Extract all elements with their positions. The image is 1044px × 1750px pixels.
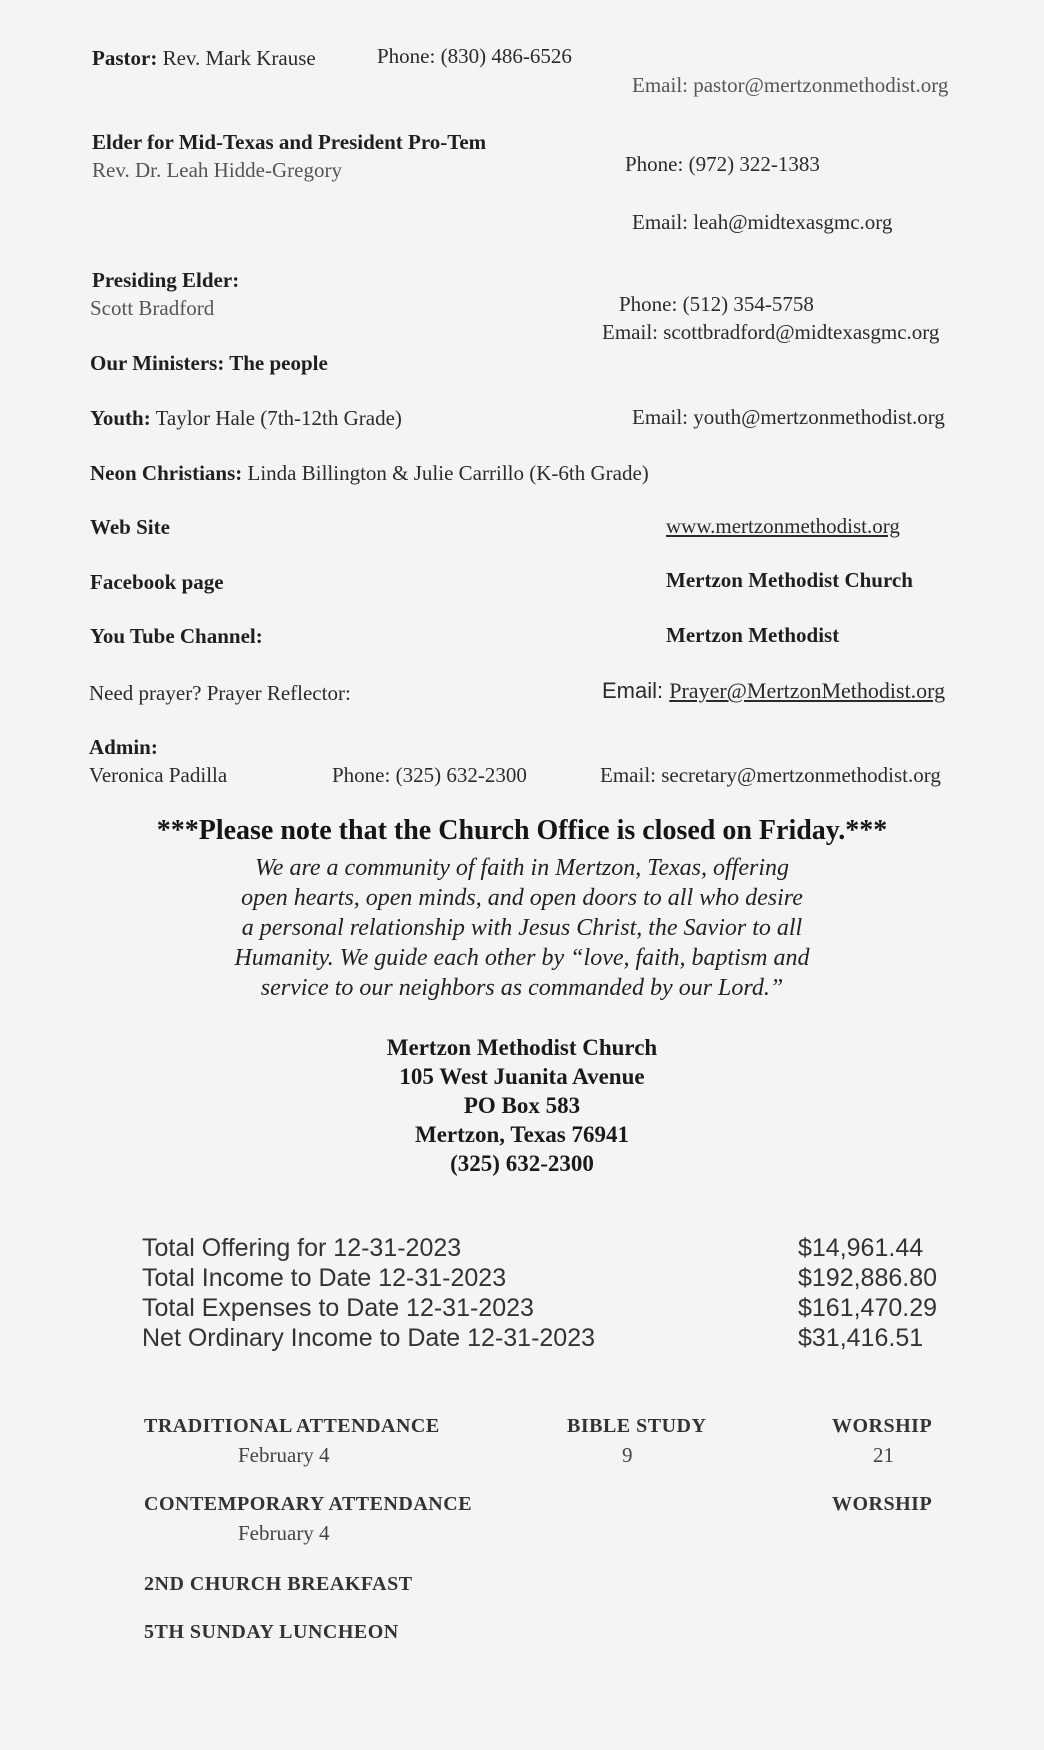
pastor-line bbox=[92, 46, 316, 71]
traditional-attendance-label: TRADITIONAL ATTENDANCE bbox=[144, 1415, 440, 1437]
mission-statement bbox=[0, 853, 1044, 1003]
bible-study-count: 9 bbox=[622, 1443, 633, 1467]
office-closed-notice: ***Please note that the Church Office is closed on Friday.*** bbox=[156, 815, 888, 846]
finance-label: Total Offering for 12-31-2023 bbox=[142, 1234, 462, 1262]
mission-line: a personal relationship with Jesus Christ, the Savior to all bbox=[241, 915, 803, 941]
traditional-date: February 4 bbox=[238, 1443, 330, 1467]
youth-email[interactable]: Email: youth@mertzonmethodist.org bbox=[632, 405, 945, 429]
sunday-luncheon-label: 5TH SUNDAY LUNCHEON bbox=[144, 1621, 399, 1643]
mission-line: open hearts, open minds, and open doors to all who desire bbox=[241, 885, 803, 911]
admin-label: Admin: bbox=[89, 735, 158, 759]
admin-name: Veronica Padilla bbox=[89, 763, 228, 787]
facebook-page-name[interactable]: Mertzon Methodist Church bbox=[666, 568, 913, 592]
elder-email[interactable]: Email: leah@midtexasgmc.org bbox=[632, 210, 893, 234]
neon-name: Linda Billington & Julie Carrillo (K-6th Grade) bbox=[247, 461, 649, 485]
admin-email[interactable]: Email: secretary@mertzonmethodist.org bbox=[600, 763, 941, 787]
bible-study-label: BIBLE STUDY bbox=[567, 1415, 707, 1437]
contemporary-date: February 4 bbox=[238, 1521, 330, 1545]
presiding-elder-name: Scott Bradford bbox=[90, 296, 215, 320]
admin-phone: Phone: (325) 632-2300 bbox=[332, 763, 527, 787]
youth-label: Youth: bbox=[90, 406, 151, 430]
pastor-name: Rev. Mark Krause bbox=[162, 46, 316, 70]
youtube-channel-name[interactable]: Mertzon Methodist bbox=[666, 623, 840, 647]
church-address bbox=[0, 1033, 1044, 1178]
address-line: (325) 632-2300 bbox=[450, 1151, 594, 1176]
contemporary-attendance-label: CONTEMPORARY ATTENDANCE bbox=[144, 1493, 473, 1515]
church-breakfast-label: 2ND CHURCH BREAKFAST bbox=[144, 1573, 413, 1595]
traditional-worship-count: 21 bbox=[873, 1443, 894, 1467]
finance-amount: $31,416.51 bbox=[798, 1324, 924, 1352]
prayer-email-link[interactable]: Prayer@MertzonMethodist.org bbox=[669, 678, 946, 703]
prayer-label: Need prayer? Prayer Reflector: bbox=[89, 681, 351, 705]
traditional-worship-label: WORSHIP bbox=[832, 1415, 933, 1437]
mission-line: Humanity. We guide each other by “love, faith, baptism and bbox=[234, 945, 810, 971]
presiding-elder-title: Presiding Elder: bbox=[92, 268, 240, 292]
youth-name: Taylor Hale (7th-12th Grade) bbox=[155, 406, 402, 430]
finance-label: Total Expenses to Date 12-31-2023 bbox=[142, 1294, 534, 1322]
pastor-label: Pastor: bbox=[92, 46, 158, 70]
presiding-elder-phone: Phone: (512) 354-5758 bbox=[619, 292, 814, 316]
finance-amount: $161,470.29 bbox=[798, 1294, 938, 1322]
prayer-email-line bbox=[602, 678, 945, 704]
prayer-email-label: Email: bbox=[602, 678, 664, 703]
address-line: Mertzon, Texas 76941 bbox=[414, 1122, 629, 1147]
elder-phone: Phone: (972) 322-1383 bbox=[625, 152, 820, 176]
website-link[interactable]: www.mertzonmethodist.org bbox=[666, 514, 900, 538]
pastor-email[interactable]: Email: pastor@mertzonmethodist.org bbox=[632, 73, 949, 97]
elder-title: Elder for Mid-Texas and President Pro-Tem bbox=[92, 130, 487, 154]
neon-line bbox=[90, 461, 649, 486]
neon-label: Neon Christians: bbox=[90, 461, 243, 485]
mission-line: service to our neighbors as commanded by our Lord.” bbox=[260, 975, 784, 1001]
address-line: Mertzon Methodist Church bbox=[386, 1035, 658, 1060]
youtube-label: You Tube Channel: bbox=[90, 624, 263, 648]
website-label: Web Site bbox=[90, 515, 170, 539]
elder-name: Rev. Dr. Leah Hidde-Gregory bbox=[92, 158, 342, 182]
address-line: PO Box 583 bbox=[463, 1093, 581, 1118]
pastor-phone: Phone: (830) 486-6526 bbox=[377, 44, 572, 68]
facebook-label: Facebook page bbox=[90, 570, 224, 594]
finance-amount: $192,886.80 bbox=[798, 1264, 938, 1292]
finance-label: Total Income to Date 12-31-2023 bbox=[142, 1264, 507, 1292]
contemporary-worship-label: WORSHIP bbox=[832, 1493, 933, 1515]
youth-line bbox=[90, 406, 402, 431]
finance-amount: $14,961.44 bbox=[798, 1234, 924, 1262]
ministers-line: Our Ministers: The people bbox=[90, 351, 328, 375]
presiding-elder-email[interactable]: Email: scottbradford@midtexasgmc.org bbox=[602, 320, 940, 344]
address-line: 105 West Juanita Avenue bbox=[399, 1064, 645, 1089]
mission-line: We are a community of faith in Mertzon, Texas, offering bbox=[255, 855, 789, 881]
finance-label: Net Ordinary Income to Date 12-31-2023 bbox=[142, 1324, 596, 1352]
